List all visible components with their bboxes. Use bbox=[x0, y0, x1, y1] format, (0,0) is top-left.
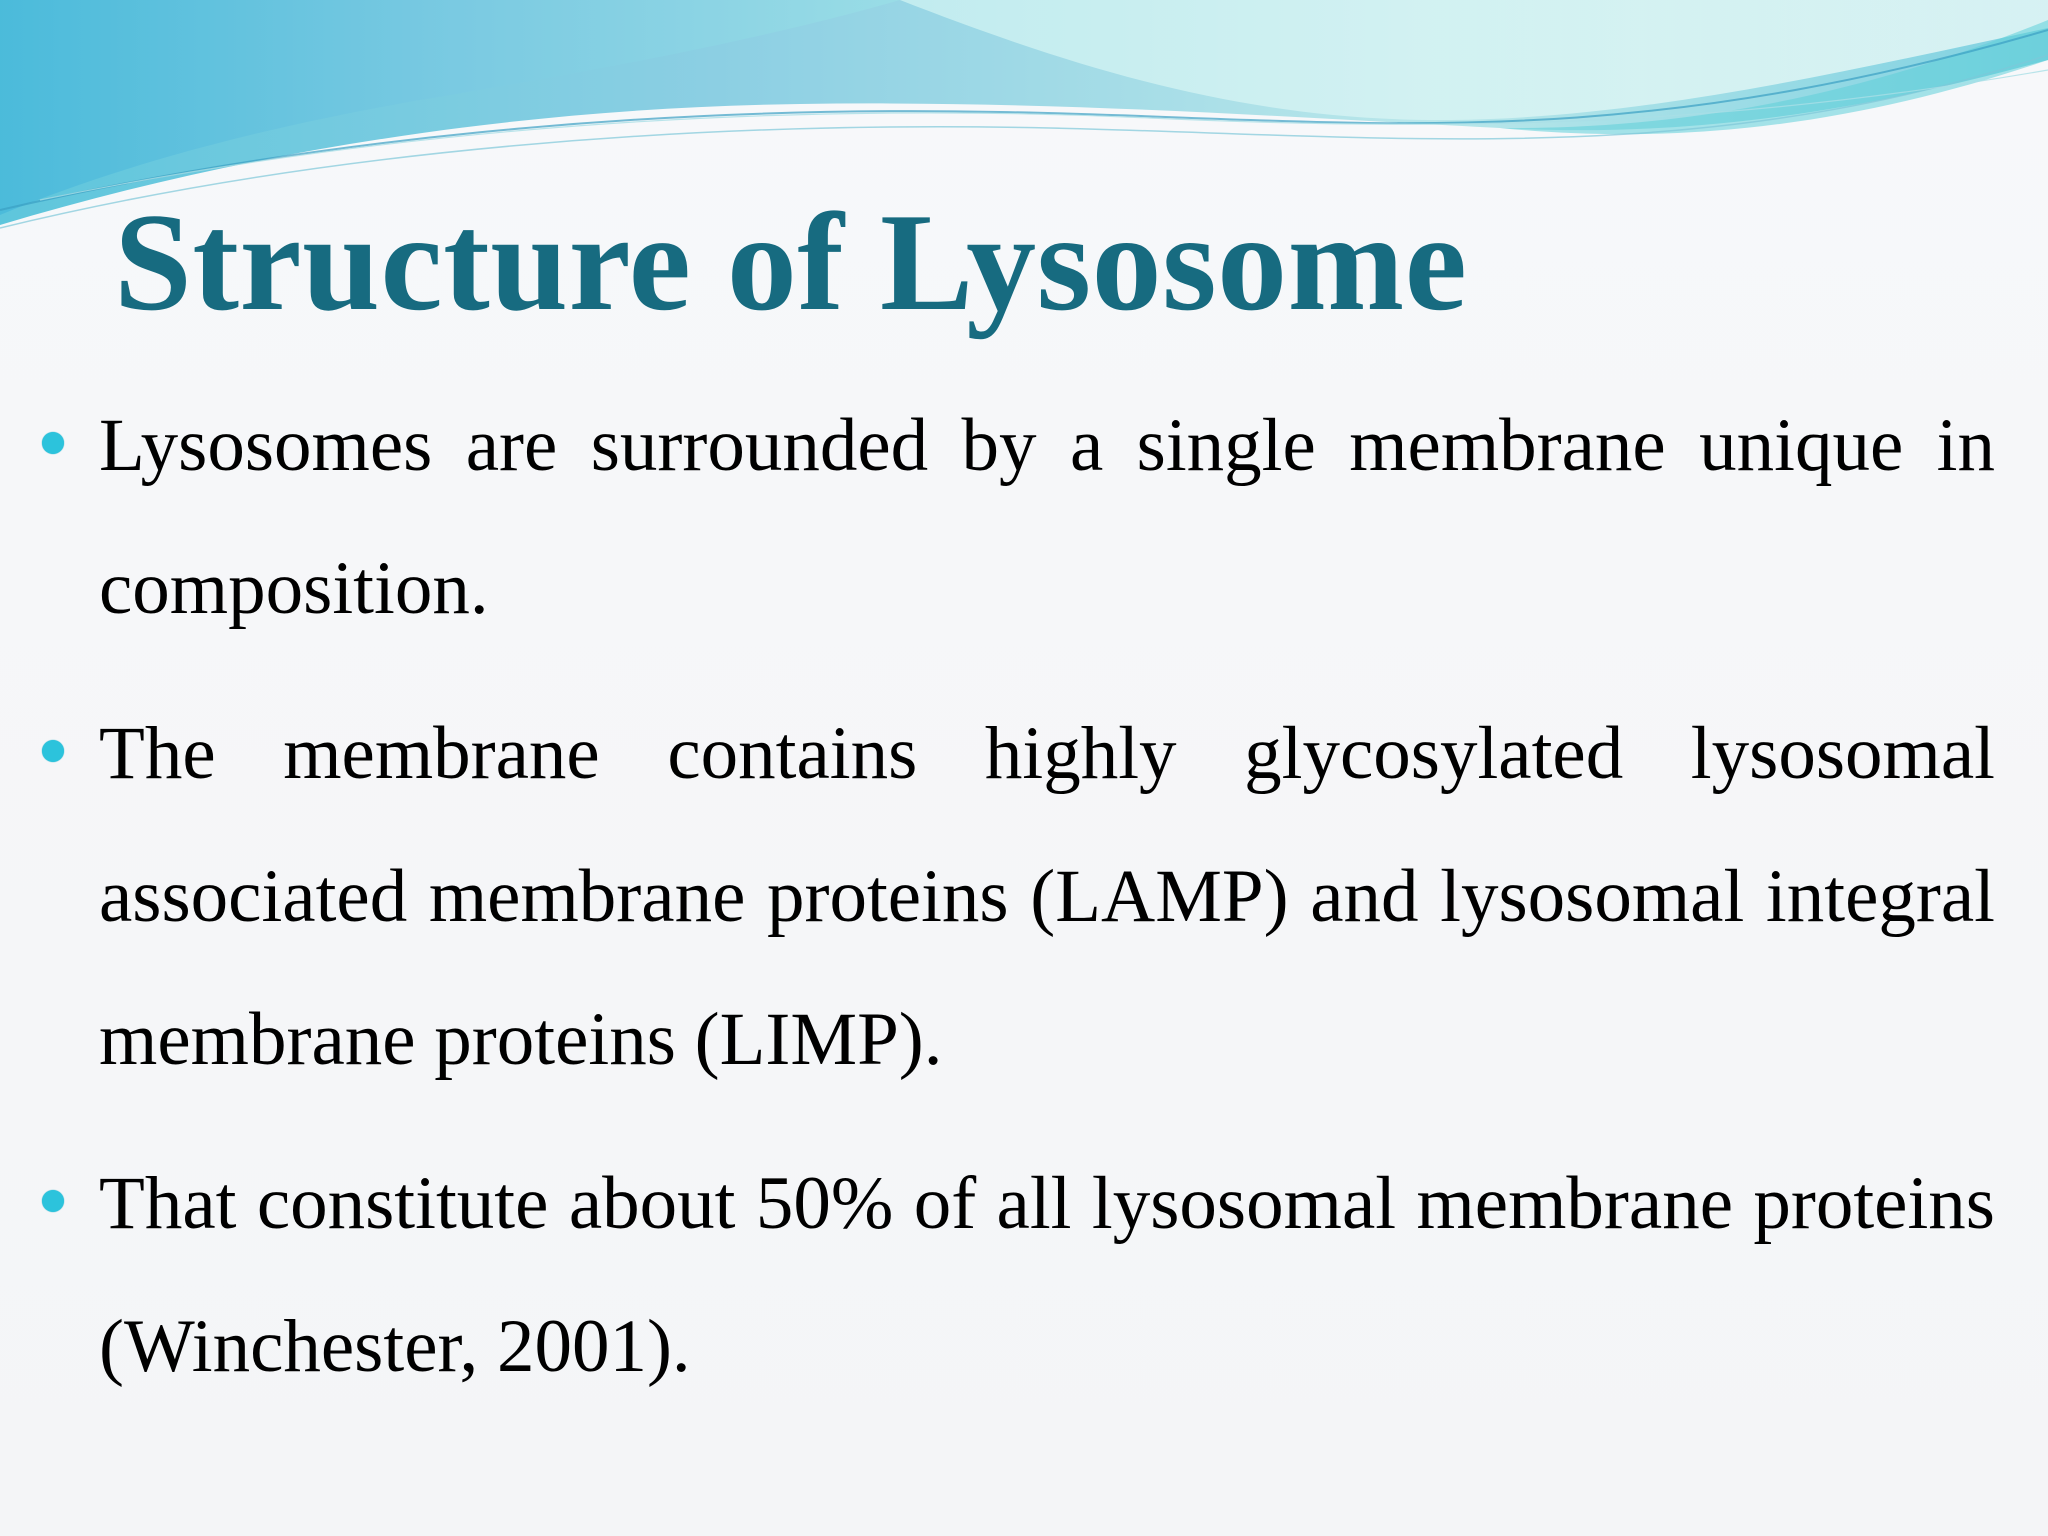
bullet-text: The membrane contains highly glycosylated lysosomal associated membrane proteins (LAMP) and lysosomal integral membrane proteins (LIMP). bbox=[99, 712, 1995, 1081]
bullet-text: Lysosomes are surrounded by a single membrane unique in composition. bbox=[99, 404, 1995, 630]
bullet-dot-icon bbox=[42, 1190, 64, 1212]
bullet-dot-icon bbox=[42, 432, 64, 454]
bullet-text: That constitute about 50% of all lysosomal membrane proteins (Winchester, 2001). bbox=[99, 1162, 1995, 1388]
slide-title: Structure of Lysosome bbox=[114, 185, 1468, 340]
bullet-dot-icon bbox=[42, 740, 64, 762]
